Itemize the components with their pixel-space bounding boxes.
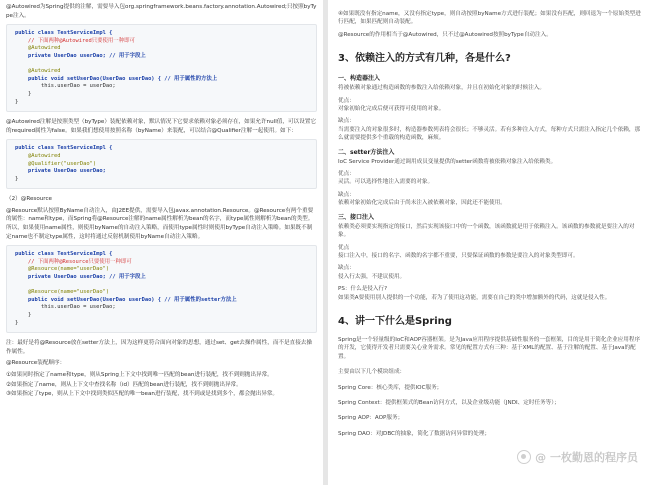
code-line: private UserDao userDao; // 用于字段上 xyxy=(15,52,146,59)
interface-con: 侵入行太强，不建议使用。 xyxy=(338,273,406,280)
code-line: public class TestServiceImpl { xyxy=(15,30,113,37)
code-block-qualifier xyxy=(6,139,317,189)
code-line: } xyxy=(15,90,32,97)
setter-con-label: 缺点： xyxy=(338,191,355,198)
code-line: } xyxy=(15,98,19,105)
constructor-pro-label: 优点： xyxy=(338,97,355,104)
constructor-pro: 对象初始化完成后便可获得可使用的对象。 xyxy=(338,106,445,113)
code-line: @Autowired xyxy=(15,152,61,159)
resource-note: 注：最好是将@Resource放在setter方法上，因为这样更符合面向对象的思想，通过set、get去操作属性，而不是直接去操作属性。 xyxy=(6,340,312,355)
code-line: this.userDao = userDao; xyxy=(15,304,116,311)
code-line: this.userDao = userDao; xyxy=(15,83,116,90)
watermark xyxy=(517,449,638,465)
constructor-injection-title: 一、构造器注入 xyxy=(338,75,381,83)
autowired-bytype-paragraph: @Autowired注解是按照类型（byType）装配依赖对象，默认情况下它要求依赖对象必须存在，如果允许null值，可以设置它的required属性为false。如果我们想使用按照名称（byName）来装配，可以结合@Qualifier注解一起使用。如下： xyxy=(6,119,316,134)
interface-con-label: 缺点： xyxy=(338,265,355,272)
code-line: @Qualifier("userDao") xyxy=(15,160,97,167)
module-spring-context: Spring Context：提供框架式的Bean访问方式，以及企业级功能（JNDI、定时任务等）； xyxy=(338,399,560,406)
left-page xyxy=(0,0,323,485)
code-line: public void setUserDao(UserDao userDao) { // 用于属性的setter方法上 xyxy=(15,296,237,303)
code-line: @Autowired xyxy=(15,45,61,52)
autowired-intro: @Autowired为Spring提供的注解，需要导入包org.springframework.beans.factory.annotation.Autowired;只按照byType注入。 xyxy=(6,4,317,19)
interface-injection-desc: 依赖类必须要实现指定的接口，然后实现该接口中的一个函数，该函数就是用于依赖注入。该函数的参数就是要注入的对象。 xyxy=(338,223,635,239)
resource-paragraph: @Resource默认按照ByName自动注入，由J2EE提供，需要导入包javax.annotation.Resource。@Resource有两个重要的属性：name和type，而Spring将@Resource注解的name属性解析为bean的名字，而type属性则解析为bean的类型。所以，如果使用name属性，则使用byName的自动注入策略，而使用type属性时则使用byType自动注入策略。如果既不制定name也不制定type属性，这时将通过反射机制使用byName自动注入策略。 xyxy=(6,207,314,240)
ps-label: PS：什么是侵入行? xyxy=(338,286,388,293)
interface-injection-title: 三、接口注入 xyxy=(338,213,375,221)
code-line: public class TestServiceImpl { xyxy=(15,251,113,258)
watermark-logo-icon xyxy=(517,450,531,464)
code-line: @Resource(name="userDao") xyxy=(15,266,110,273)
code-line: } xyxy=(15,312,32,318)
module-spring-aop: Spring AOP：AOP服务； xyxy=(338,415,404,422)
modules-intro: 主要由以下几个模块组成： xyxy=(338,369,406,376)
heading-di-methods: 3、依赖注入的方式有几种，各是什么? xyxy=(338,53,511,65)
interface-pro-label: 优点 xyxy=(338,244,350,251)
setter-con: 依赖对象初始化完成后由于尚未注入被依赖对象，因此还不能使用。 xyxy=(338,200,506,207)
setter-pro: 灵活。可以选择性地注入需要的对象。 xyxy=(338,179,434,186)
setter-injection-desc: IoC Service Provider通过调用成员变量提供的setter函数将被依赖对象注入给依赖类。 xyxy=(338,158,557,165)
resource-order-item-1: ①如果同时指定了name和type，则从Spring上下文中找到唯一匹配的bean进行装配，找不到则抛出异常。 xyxy=(6,371,273,378)
resource-vs-autowired: @Resource的作用相当于@Autowired，只不过@Autowired按照byType自动注入。 xyxy=(338,31,552,38)
constructor-con: 当需要注入的对象很多时，构造器参数列表将会很长；不够灵活。若有多种注入方式，每种方式只需注入指定几个依赖，那么就需要提供多个重载的构造函数，麻烦。 xyxy=(338,126,641,142)
spring-description: Spring是一个轻量级的IoC和AOP容器框架。是为Java应用程序提供基础性服务的一套框架，目的是用于简化企业应用程序的开发，它使得开发者只需要关心业务需求。常见的配置方式有三种：基于XML的配置、基于注解的配置、基于Java的配置。 xyxy=(338,336,641,360)
code-line: public void setUserDao(UserDao userDao) { // 用于属性的方法上 xyxy=(15,75,218,82)
resource-order-item-4: ④如果既没有指定name，又没有指定type，则自动按照byName方式进行装配；如果没有匹配，则回退为一个原始类型进行匹配，如果匹配则自动装配。 xyxy=(338,11,641,26)
module-spring-dao: Spring DAO：对JDBC的抽象，简化了数据访问异常的处理； xyxy=(338,430,491,437)
code-line: @Autowired xyxy=(15,68,61,75)
code-line xyxy=(15,61,308,69)
heading-what-is-spring: 4、讲一下什么是Spring xyxy=(338,315,452,327)
resource-order-item-3: ③如果指定了type，则从上下文中找到类似匹配的唯一bean进行装配，找不到或是找到多个，都会抛出异常。 xyxy=(6,391,279,398)
code-line: // 下面两种@Resource只要使用一种即可 xyxy=(15,258,132,265)
code-line: private UserDao userDao; // 用于字段上 xyxy=(15,274,146,281)
resource-order-title: @Resource装配顺序： xyxy=(6,360,66,367)
constructor-con-label: 缺点： xyxy=(338,118,355,125)
code-line: private UserDao userDao; xyxy=(15,168,106,175)
code-line: // 下面两种@Autowired只要使用一种即可 xyxy=(15,37,135,44)
code-line: @Resource(name="userDao") xyxy=(15,289,110,296)
code-block-resource xyxy=(6,245,317,333)
interface-pro: 接口注入中，接口的名字、函数的名字都不重要，只要保证函数的参数是要注入的对象类型即可。 xyxy=(338,252,579,259)
code-line xyxy=(15,282,308,290)
ps-text: 如果类A要使用别人提供的一个功能，若为了使用这功能，需要在自己的类中增加额外的代码，这就是侵入性。 xyxy=(338,294,611,301)
code-line: public class TestServiceImpl { xyxy=(15,145,113,152)
setter-pro-label: 优点： xyxy=(338,171,355,178)
resource-section-title: （2）@Resource xyxy=(6,196,52,203)
watermark-text: @ 一枚勤恩的程序员 xyxy=(535,451,638,464)
right-page xyxy=(328,0,650,485)
constructor-injection-desc: 将被依赖对象通过构造函数的参数注入给依赖对象，并且在初始化对象的时候注入。 xyxy=(338,85,545,92)
resource-order-item-2: ②如果指定了name，则从上下文中查找名称（id）匹配的bean进行装配，找不到则抛出异常。 xyxy=(6,381,242,388)
code-line: } xyxy=(15,319,19,326)
setter-injection-title: 二、setter方法注入 xyxy=(338,148,395,156)
module-spring-core: Spring Core：核心类库，提供IOC服务； xyxy=(338,384,443,391)
code-line: } xyxy=(15,175,19,182)
code-block-autowired xyxy=(6,24,317,112)
